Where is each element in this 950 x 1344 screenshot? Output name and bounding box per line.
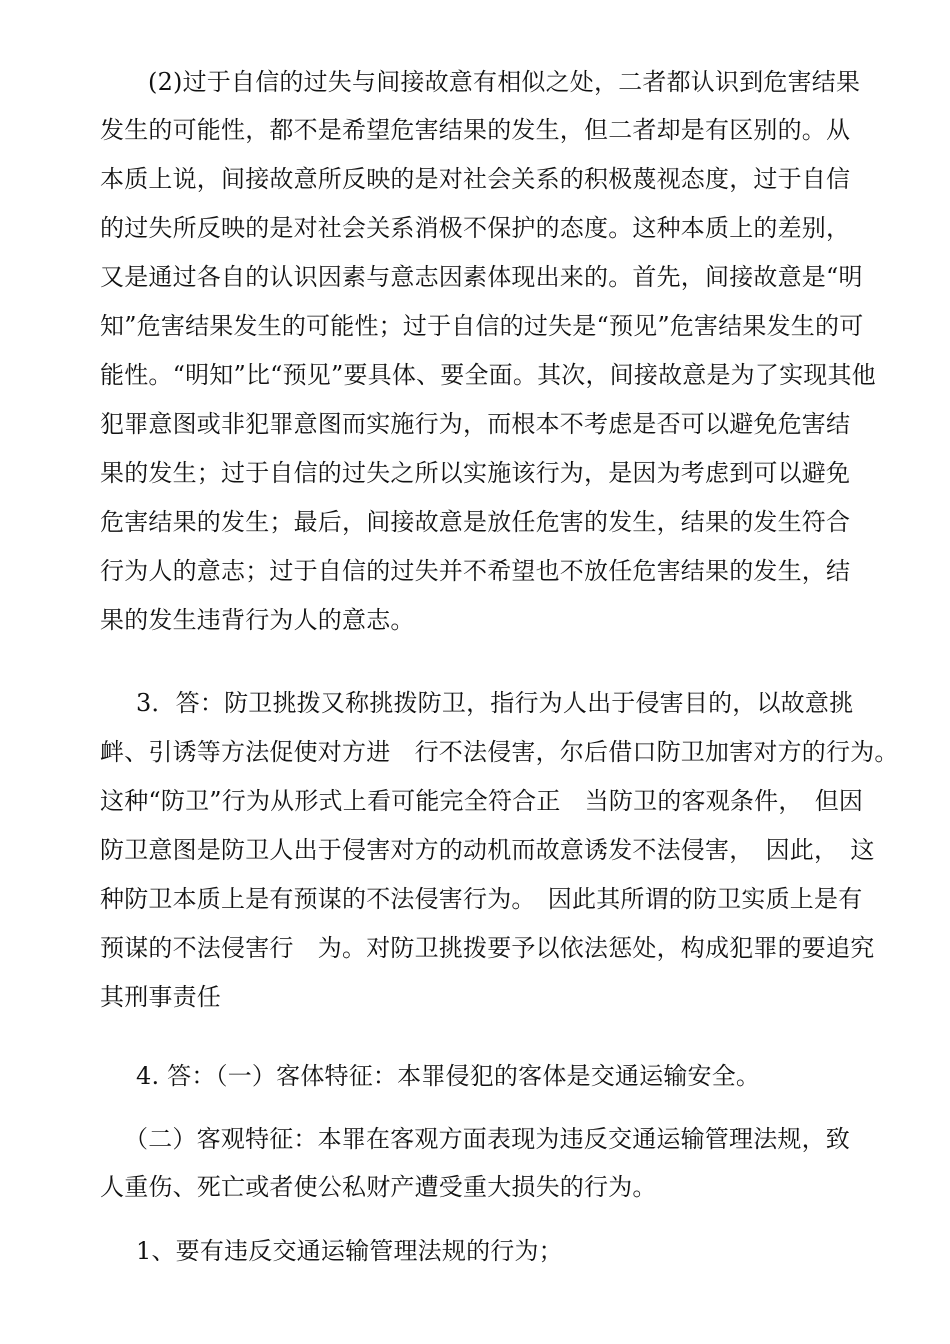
paragraph-1-line-2: 发生的可能性，都不是希望危害结果的发生，但二者却是有区别的。从 bbox=[100, 116, 851, 144]
paragraph-2-line-6: 预谋的不法侵害行 为。对防卫挑拨要予以依法惩处，构成犯罪的要追究 bbox=[100, 934, 875, 962]
paragraph-1-line-6: 知”危害结果发生的可能性；过于自信的过失是“预见”危害结果发生的可 bbox=[100, 312, 864, 340]
paragraph-1-line-4: 的过失所反映的是对社会关系消极不保护的态度。这种本质上的差别， bbox=[100, 214, 851, 242]
paragraph-1-line-5: 又是通过各自的认识因素与意志因素体现出来的。首先，间接故意是“明 bbox=[100, 263, 863, 291]
paragraph-2-line-2: 衅、引诱等方法促使对方进 行不法侵害，尔后借口防卫加害对方的行为。 bbox=[100, 738, 899, 766]
paragraph-1-line-7: 能性。“明知”比“预见”要具体、要全面。其次，间接故意是为了实现其他 bbox=[100, 361, 876, 389]
paragraph-1-line-10: 危害结果的发生；最后，间接故意是放任危害的发生，结果的发生符合 bbox=[100, 508, 851, 536]
paragraph-2-line-7: 其刑事责任 bbox=[100, 983, 221, 1011]
paragraph-1-line-3: 本质上说，间接故意所反映的是对社会关系的积极蔑视态度，过于自信 bbox=[100, 165, 851, 193]
paragraph-3-line-1: 4. 答：（一）客体特征：本罪侵犯的客体是交通运输安全。 bbox=[136, 1062, 761, 1090]
paragraph-5-line-1: 1、要有违反交通运输管理法规的行为； bbox=[136, 1237, 563, 1265]
paragraph-1-line-9: 果的发生；过于自信的过失之所以实施该行为，是因为考虑到可以避免 bbox=[100, 459, 851, 487]
paragraph-4-line-2: 人重伤、死亡或者使公私财产遭受重大损失的行为。 bbox=[100, 1173, 657, 1201]
paragraph-2-line-3: 这种“防卫”行为从形式上看可能完全符合正 当防卫的客观条件， 但因 bbox=[100, 787, 864, 815]
paragraph-2-line-5: 种防卫本质上是有预谋的不法侵害行为。 因此其所谓的防卫实质上是有 bbox=[100, 885, 863, 913]
paragraph-1-line-1: (2)过于自信的过失与间接故意有相似之处，二者都认识到危害结果 bbox=[148, 68, 861, 96]
paragraph-1-line-12: 果的发生违背行为人的意志。 bbox=[100, 606, 415, 634]
paragraph-1-line-11: 行为人的意志；过于自信的过失并不希望也不放任危害结果的发生，结 bbox=[100, 557, 851, 585]
paragraph-1-line-8: 犯罪意图或非犯罪意图而实施行为，而根本不考虑是否可以避免危害结 bbox=[100, 410, 851, 438]
paragraph-2-line-4: 防卫意图是防卫人出于侵害对方的动机而故意诱发不法侵害， 因此， 这 bbox=[100, 836, 875, 864]
paragraph-2-line-1: 3．答：防卫挑拨又称挑拨防卫，指行为人出于侵害目的，以故意挑 bbox=[136, 689, 854, 717]
paragraph-4-line-1: （二）客观特征：本罪在客观方面表现为违反交通运输管理法规，致 bbox=[124, 1125, 850, 1153]
